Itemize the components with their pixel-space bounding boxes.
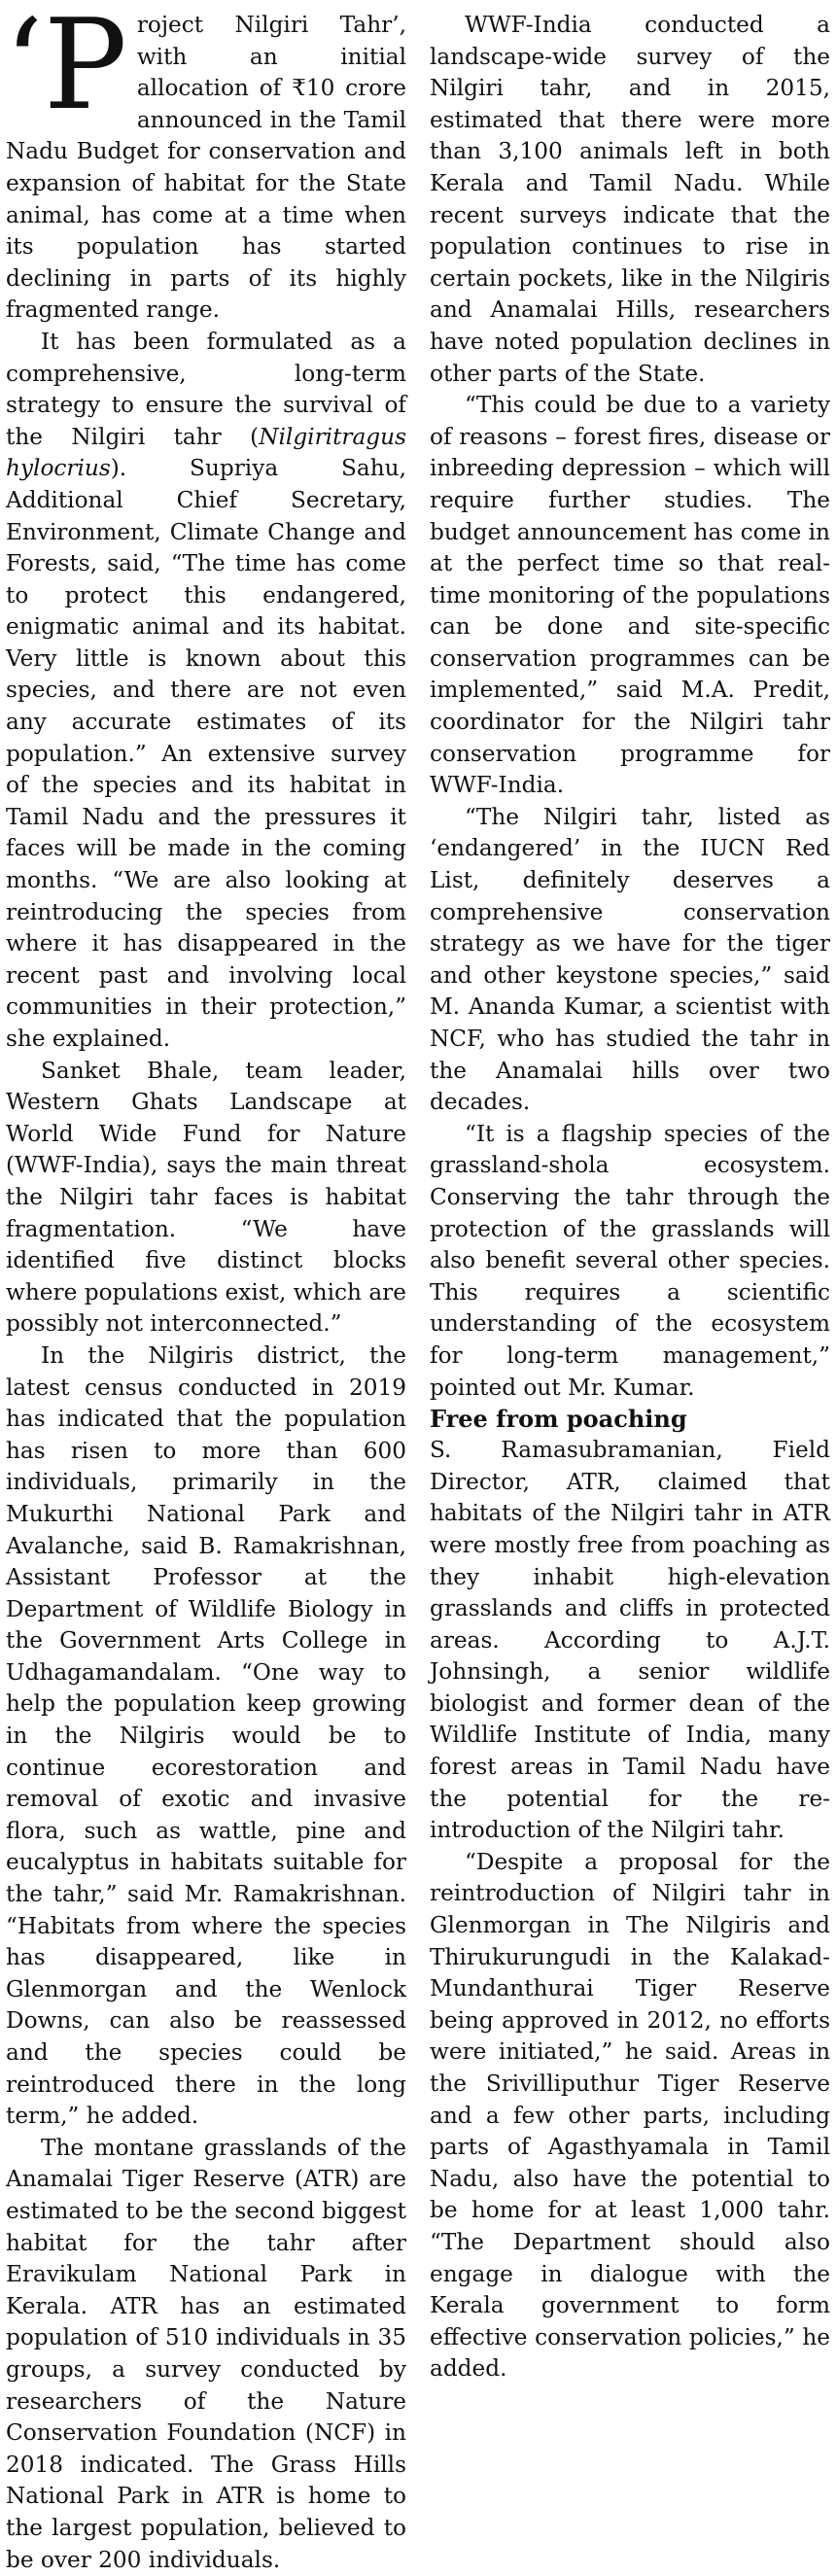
subheading: Free from poaching	[430, 1405, 687, 1434]
paragraph: “It is a flagship species of the grassland-shola ecosystem. Conserving the tahr through the protection of the grasslands will also benefit several other species. This requires a scientific understanding of the ecosystem for long-term management,” pointed out Mr. Kumar.	[430, 1120, 830, 1401]
paragraph: WWF-India conducted a landscape-wide survey of the Nilgiri tahr, and in 2015, estimated that there were more than 3,100 animals left in both Kerala and Tamil Nadu. While recent surveys indicate that the population continues to rise in certain pockets, like in the Nilgiris and Anamalai Hills, researchers have noted population declines in other parts of the State.	[430, 12, 830, 387]
paragraph: S. Ramasubramanian, Field Director, ATR, claimed that habitats of the Nilgiri tahr in ATR were mostly free from poaching as they inhabit high-elevation grasslands and cliffs in protected areas. According to A.J.T. Johnsingh, a senior wildlife biologist and former dean of the Wildlife Institute of India, many forest areas in Tamil Nadu have the potential for the re-introduction of the Nilgiri tahr.	[430, 1437, 830, 1844]
paragraph: The montane grasslands of the Anamalai Tiger Reserve (ATR) are estimated to be the second biggest habitat for the tahr after Eravikulam National Park in Kerala. ATR has an estimated population of 510 individuals in 35 groups, a survey conducted by researchers of the Nature Conservation Foundation (NCF) in 2018 indicated. The Grass Hills National Park in ATR is home to the largest population, believed to be over 200 individuals.	[6, 2134, 406, 2573]
paragraph: “This could be due to a variety of reasons – forest fires, disease or inbreeding depression – which will require further studies. The budget announcement has come in at the perfect time so that real-time monitoring of the populations can be done and site-specific conservation programmes can be implemented,” said M.A. Predit, coordinator for the Nilgiri tahr conservation programme for WWF-India.	[430, 392, 830, 799]
drop-cap: ‘P	[4, 0, 127, 138]
paragraph: “Despite a proposal for the reintroduction of Nilgiri tahr in Glenmorgan in The Nilgiris and Thirukurungudi in the Kalakad-Mundanthurai Tiger Reserve being approved in 2012, no efforts were initiated,” he said. Areas in the Srivilliputhur Tiger Reserve and a few other parts, including parts of Agasthyamala in Tamil Nadu, also have the potential to be home for at least 1,000 tahr. “The Department should also engage in dialogue with the Kerala government to form effective conservation policies,” he added.	[430, 1848, 830, 2383]
paragraph: In the Nilgiris district, the latest census conducted in 2019 has indicated that the population has risen to more than 600 individuals, primarily in the Mukurthi National Park and Avalanche, said B. Ramakrishnan, Assistant Professor at the Department of Wildlife Biology in the Government Arts College in Udhagamandalam. “One way to help the population keep growing in the Nilgiris would be to continue ecorestoration and removal of exotic and invasive flora, such as wattle, pine and eucalyptus in habitats suitable for the tahr,” said Mr. Ramakrishnan. “Habitats from where the species has disappeared, like in Glenmorgan and the Wenlock Downs, can also be reassessed and the species could be reintroduced there in the long term,” he added.	[6, 1341, 406, 2130]
paragraph	[6, 327, 406, 1056]
paragraph-text: It has been formulated as a comprehensive, long-term strategy to ensure the survival of the Nilgiri tahr (	[6, 328, 406, 450]
news-article	[4, 0, 830, 2573]
paragraph: “The Nilgiri tahr, listed as ‘endangered’ in the IUCN Red List, definitely deserves a comprehensive conservation strategy as we have for the tiger and other keystone species,” said M. Ananda Kumar, a scientist with NCF, who has studied the tahr in the Anamalai hills over two decades.	[430, 803, 830, 1116]
paragraph: Sanket Bhale, team leader, Western Ghats Landscape at World Wide Fund for Nature (WWF-India), says the main threat the Nilgiri tahr faces is habitat fragmentation. “We have identified five distinct blocks where populations exist, which are possibly not interconnected.”	[6, 1057, 406, 1338]
article-column-right	[430, 10, 830, 2383]
lead-paragraph	[4, 0, 406, 327]
scientific-name: Nilgiritragus hylocrius	[6, 423, 406, 482]
article-column-left	[4, 0, 406, 2573]
lead-paragraph-text: roject Nilgiri Tahr’, with an initial allocation of ₹10 crore announced in the Tamil Nadu Budget for conservation and expansion of habitat for the State animal, has come at a time when its population has started declining in parts of its highly fragmented range.	[6, 12, 406, 324]
paragraph-text: ). Supriya Sahu, Additional Chief Secretary, Environment, Climate Change and Forests, said, “The time has come to protect this endangered, enigmatic animal and its habitat. Very little is known about this species, and there are not even any accurate estimates of its population.” An extensive survey of the species and its habitat in Tamil Nadu and the pressures it faces will be made in the coming months. “We are also looking at reintroducing the species from where it has disappeared in the recent past and involving local communities in their protection,” she explained.	[6, 455, 406, 1052]
